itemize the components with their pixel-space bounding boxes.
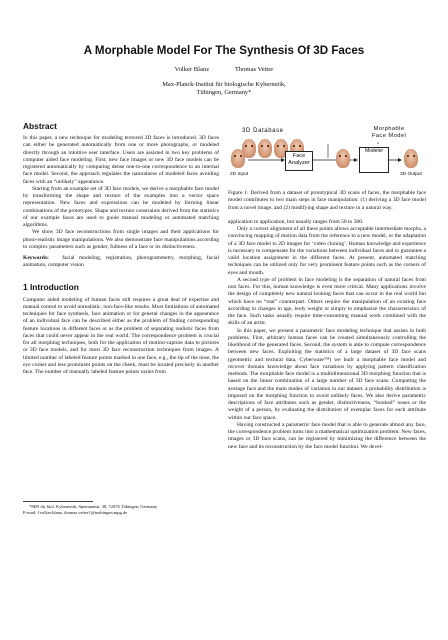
database-label: 3D Database xyxy=(242,128,284,134)
affiliation-line: Max-Planck-Institut für biologische Kybernetik, xyxy=(162,81,286,88)
footnote-rule xyxy=(23,501,93,502)
modeler-label: Modeler xyxy=(364,148,384,154)
right-column xyxy=(228,190,426,451)
affiliation xyxy=(0,81,448,97)
figure-diagram xyxy=(228,122,426,184)
author-list xyxy=(0,66,448,73)
footnote-line: *MPI für biol. Kybernetik, Spemannstr. 38, 72076 Tübingen, Germany. xyxy=(29,504,158,509)
abstract-paragraph: In this paper, a new technique for modeling textured 3D faces is introduced. 3D faces can either be generated automatically from one or more photographs, or modeled directly through an intuitive user interface. Users are assisted in two key problems of computer aided face modeling. First, new face images or new 3D face models can be registered automatically by computing dense one-to-one correspondence to an internal face model. Second, the approach regulates the naturalness of modeled faces avoiding faces with an “unlikely” appearance. xyxy=(23,135,219,185)
output-face-image xyxy=(404,149,418,168)
database-face-thumbnail xyxy=(258,139,272,158)
intro-heading: 1 Introduction xyxy=(23,281,79,292)
body-paragraph: In this paper, we present a parametric face modeling technique that assists in both problems. First, arbitrary human faces can be created simultaneously controlling the likelihood of the generated faces. Second, the system is able to compute correspondence between new faces. Exploiting the statistics of a large dataset of 3D face scans (geometric and textural data, Cyberware™) we built a morphable face model and recover domain knowledge about face variations by applying pattern classification methods. The morphable face model is a multidimensional 3D morphing function that is based on the linear combination of a large number of 3D face scans. Computing the average face and the main modes of variation in our dataset, a probability distribution is imposed on the morphing function to avoid unlikely faces. We also derive parametric descriptions of face attributes such as gender, distinctiveness, “hooked” noses or the weight of a person, by evaluating the distribution of exemplar faces for each attribute within our face space. xyxy=(228,327,426,421)
abstract-paragraph: Starting from an example set of 3D face models, we derive a morphable face model by transforming the shape and texture of the examples into a vector space representation. New faces and expressions can be modeled by forming linear combinations of the prototypes. Shape and texture constraints derived from the statistics of our example faces are used to guide manual modeling or automated matching algorithms. xyxy=(23,185,219,228)
arrow-head-icon xyxy=(354,158,358,162)
left-column xyxy=(23,121,219,376)
abstract-paragraph: We show 3D face reconstructions from single images and their applications for photo-realistic image manipulations. We also demonstrate face manipulations according to complex parameters such as gender, fullness of a face or its distinctiveness. xyxy=(23,229,219,250)
arrow-head-icon xyxy=(398,158,402,162)
body-paragraph: Having constructed a parametric face model that is able to generate almost any face, the correspondence problem turns into a mathematical optimization problem. New faces, images or 3D face scans, can be registered by minimizing the difference between the new face and its reconstruction by the face model function. We devel- xyxy=(228,421,426,450)
output-label: 3D Output xyxy=(400,172,422,177)
modeler-box xyxy=(359,147,389,173)
reconstructed-face-image xyxy=(336,149,350,168)
keywords xyxy=(23,255,219,270)
abstract-heading: Abstract xyxy=(23,121,57,131)
footnote xyxy=(23,504,219,516)
body-paragraph: Only a correct alignment of all these points allows acceptable intermediate morphs, a convincing mapping of motion data from the reference to a new model, or the adaptation of a 3D face model to 2D images for ‘video cloning’. Human knowledge and experience is necessary to compensate for the variations between individual faces and to guarantee a valid location assignment in the different faces. At present, automated matching techniques can be utilized only for very prominent feature points such as the corners of eyes and mouth. xyxy=(228,226,426,276)
figure-caption: Figure 1: Derived from a dataset of prototypical 3D scans of faces, the morphable face model contributes to two main steps in face manipulation: (1) deriving a 3D face model from a novel image, and (2) modifying shape and texture in a natural way. xyxy=(228,190,426,211)
face-analyzer-box: Face Analyzer xyxy=(285,151,313,171)
keywords-label: Keywords: xyxy=(23,255,49,261)
morphable-model-label: Morphable Face Model xyxy=(371,126,407,139)
author-name: Volker Blanz xyxy=(174,66,210,73)
body-paragraph: A second type of problem in face modeling is the separation of natural faces from non faces. For this, human knowledge is even more critical. Many applications involve the design of completely new natural looking faces that can occur in the real world but which have no “real” counterpart. Others require the manipulation of an existing face according to changes in age, body weight or simply to emphasize the characteristics of the face. Such tasks usually require time-consuming manual work combined with the skills of an artist. xyxy=(228,276,426,327)
paper-title: A Morphable Model For The Synthesis Of 3D Faces xyxy=(83,44,365,57)
keywords-text: facial modeling, registration, photogrammetry, morphing, facial animation, computer vision xyxy=(23,255,219,269)
intro-paragraph: Computer aided modeling of human faces still requires a great deal of expertise and manual control to avoid unrealistic, non-face-like results. Most limitations of automated techniques for face synthesis, face animation or for general changes in the appearance of an individual face can be described either as the problem of finding corresponding feature locations in different faces or as the problem of separating realistic faces from faces that could never appear in the real world. The correspondence problem is crucial for all morphing techniques, both for the application of motion-capture data to pictures or 3D face models, and for most 3D face reconstruction techniques from images. A limited number of labeled feature points marked in one face, e.g., the tip of the nose, the eye corner and less prominent points on the cheek, must be located precisely in another face. The number of manually labeled feature points varies from xyxy=(23,296,219,375)
author-name: Thomas Vetter xyxy=(234,66,274,73)
footnote-line: E-mail: {volker.blanz, thomas.vetter}@tuebingen.mpg.de xyxy=(23,510,128,515)
affiliation-line: Tübingen, Germany* xyxy=(196,89,252,96)
body-paragraph: application to application, but usually ranges from 50 to 300. xyxy=(228,218,364,225)
input-label: 2D Input xyxy=(230,172,249,177)
input-face-image xyxy=(231,149,245,168)
